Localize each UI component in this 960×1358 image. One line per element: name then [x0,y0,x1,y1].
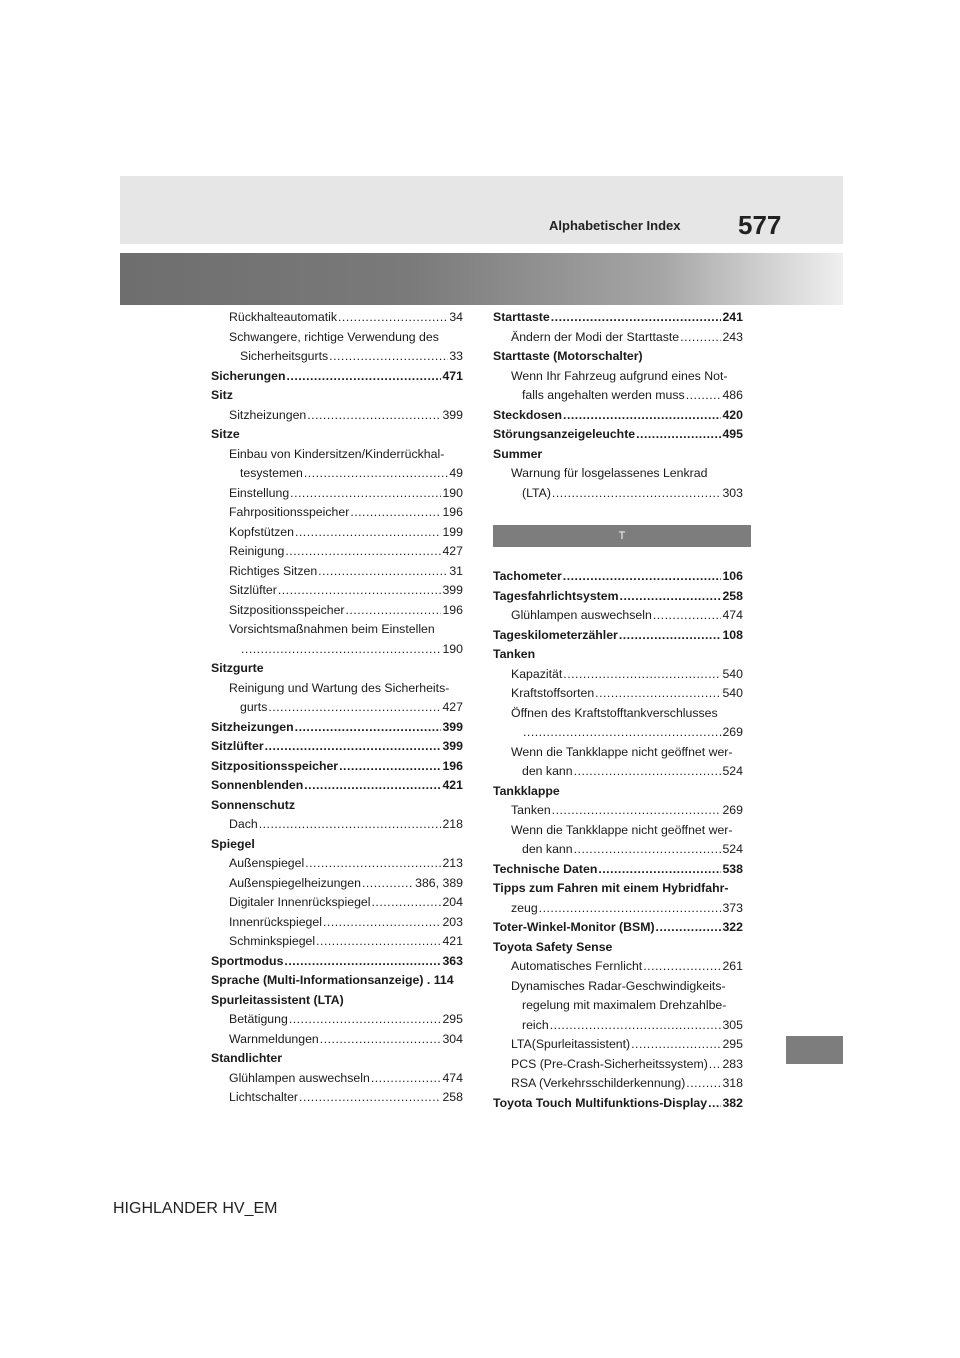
leader-dots [304,464,448,484]
index-term: Schminkspiegel [229,934,316,948]
index-entry [211,854,463,874]
page-reference: 524 [722,842,743,856]
leader-dots [708,1094,721,1114]
leader-dots [307,406,441,426]
leader-dots [318,562,448,582]
index-term: Sitzpositionsspeicher [229,602,345,617]
page-reference: 420 [722,407,743,422]
index-term: Summer [493,446,543,461]
index-term: Spurleitassistent (LTA) [211,992,344,1007]
index-entry [211,484,463,504]
index-term: Rückhalteautomatik [229,310,337,324]
index-entry [493,801,743,821]
index-term: Lichtschalter [229,1090,299,1104]
index-entry [211,503,463,523]
index-term: Reinigung [229,544,285,558]
index-term: Sitzlüfter [211,739,264,753]
index-entry [493,626,743,646]
index-term: Öffnen des Kraftstofftankverschlusses [511,705,718,720]
index-entry [493,743,743,763]
index-term: den kann [522,842,573,856]
page-reference: 106 [722,569,743,583]
index-entry [211,523,463,543]
leader-dots [563,567,722,587]
leader-dots [656,918,722,938]
index-term: Glühlampen auswechseln [511,608,652,622]
leader-dots [686,386,722,406]
page-reference: 218 [442,817,463,831]
index-entry [211,367,463,387]
leader-dots [371,1069,442,1089]
leader-dots [323,913,441,933]
index-term: Sitzpositionsspeicher [211,758,339,773]
index-term: Dach [229,817,258,831]
index-entry [211,308,463,328]
leader-dots [241,640,441,660]
page-number: 577 [738,210,782,240]
index-entry [211,952,463,972]
leader-dots [299,1088,441,1108]
index-entry [211,796,463,816]
section-title: Alphabetischer Index [549,218,681,233]
leader-dots [643,957,721,977]
index-term: Tipps zum Fahren mit einem Hybridfahr- [493,881,729,895]
index-term: Kraftstoffsorten [511,686,595,700]
page-reference: 486 [722,388,743,402]
page-reference: 474 [442,1070,463,1085]
index-entry [493,723,743,743]
page-reference: 204 [442,895,463,909]
leader-dots [290,484,441,504]
index-entry [493,328,743,348]
index-term: Sicherungen [211,368,286,383]
index-term: Einstellung [229,485,290,500]
leader-dots [350,503,441,523]
leader-dots [316,932,441,952]
page-reference: 190 [442,485,463,500]
page-reference: 427 [442,544,463,558]
index-entry [211,893,463,913]
index-entry [211,601,463,621]
index-entry [493,899,743,919]
index-term: Vorsichtsmaßnahmen beim Einstellen [229,622,435,636]
page-reference: 399 [442,719,463,734]
index-term: Kopfstützen [229,524,294,539]
index-term: Sitz [211,388,233,402]
index-term: Warnmeldungen [229,1031,319,1046]
index-term: Toyota Touch Multifunktions-Display [493,1095,708,1110]
page-reference: 304 [442,1031,463,1046]
page-reference: 421 [442,778,463,792]
index-term: Spiegel [211,836,255,851]
index-term: Kapazität [511,666,563,681]
index-entry [211,1069,463,1089]
index-entry [211,874,463,894]
index-term: Steckdosen [493,407,563,422]
leader-dots [289,1010,442,1030]
leader-dots [563,406,721,426]
index-entry [493,996,743,1016]
page-reference: 258 [442,1090,463,1104]
leader-dots [595,684,721,704]
index-term: Sitze [211,427,240,441]
index-term: Wenn Ihr Fahrzeug aufgrund eines Not- [511,368,728,383]
index-entry [493,704,743,724]
leader-dots [304,776,441,796]
index-entry [211,757,463,777]
leader-dots [362,874,414,894]
leader-dots [551,308,722,328]
leader-dots [574,762,722,782]
leader-dots [680,328,721,348]
page-reference: 295 [442,1012,463,1026]
index-term: zeug [511,900,538,915]
index-term: Innenrückspiegel [229,914,322,929]
index-entry [493,587,743,607]
page-reference: 382 [722,1095,743,1110]
leader-dots [620,587,722,607]
page-reference: 427 [442,700,463,714]
index-term: Sitzheizungen [211,719,294,734]
leader-dots [539,899,722,919]
index-term: Außenspiegel [229,856,305,870]
decorative-gradient-band [120,253,843,305]
footer-model-name: HIGHLANDER HV_EM [113,1200,278,1217]
leader-dots [709,1055,722,1075]
page-reference: 196 [442,758,463,773]
index-entry [493,684,743,704]
leader-dots [523,723,721,743]
leader-dots [265,737,442,757]
index-entry [493,484,743,504]
index-entry [211,835,463,855]
page-reference: 322 [722,920,743,934]
page-reference: 524 [722,764,743,778]
index-entry [211,991,463,1011]
index-entry [211,776,463,796]
leader-dots [278,581,442,601]
index-term: Tanken [493,647,536,661]
page-reference: 421 [442,934,463,948]
leader-dots [552,801,722,821]
index-term: PCS (Pre-Crash-Sicherheitssystem) [511,1056,708,1071]
page-reference: 213 [442,856,463,870]
index-term: Richtiges Sitzen [229,563,318,578]
index-term: gurts [240,700,268,714]
page-reference: 190 [442,641,463,656]
page-reference: 386, 389 [415,875,463,890]
leader-dots [686,1074,721,1094]
index-term: Warnung für losgelassenes Lenkrad [511,466,708,480]
leader-dots [619,626,722,646]
index-term: Störungsanzeigeleuchte [493,427,636,441]
leader-dots [295,718,442,738]
index-entry [493,425,743,445]
page-reference: 471 [442,368,463,383]
index-term: Außenspiegelheizungen [229,875,361,890]
index-entry [211,347,463,367]
page-reference: 258 [722,588,743,603]
index-term: Tageskilometerzähler [493,627,618,642]
index-term: Tanken [511,803,551,817]
leader-dots [372,893,442,913]
index-term: Betätigung [229,1012,288,1026]
index-entry [493,445,743,465]
leader-dots [305,854,441,874]
index-entry [211,932,463,952]
index-term: Einbau von Kindersitzen/Kinderrückhal- [229,446,445,461]
page-reference: 49 [449,466,463,480]
leader-dots [259,815,442,835]
index-term: RSA (Verkehrsschilderkennung) [511,1076,686,1090]
index-entry [493,464,743,484]
leader-dots [339,757,441,777]
page-reference: 261 [722,959,743,973]
page-reference: 269 [722,725,743,739]
index-entry [493,879,743,899]
page-reference: 474 [722,608,743,622]
page-reference: 303 [722,485,743,500]
page-reference: 34 [449,310,463,324]
leader-dots [338,308,448,328]
page-reference: 399 [442,583,463,597]
index-term: Reinigung und Wartung des Sicherheits- [229,680,450,695]
index-term: Sonnenschutz [211,797,296,812]
index-term: Sportmodus [211,953,284,968]
index-entry [211,581,463,601]
index-entry [211,620,463,640]
index-entry [211,659,463,679]
leader-dots [320,1030,442,1050]
index-term: Sitzgurte [211,661,264,675]
index-entry [211,698,463,718]
index-term: Toter-Winkel-Monitor (BSM) [493,920,655,934]
index-term: Wenn die Tankklappe nicht geöffnet wer- [511,744,733,759]
leader-dots [329,347,448,367]
index-entry [493,840,743,860]
page-reference: 540 [722,686,743,700]
index-term: falls angehalten werden muss [522,388,685,402]
leader-dots [268,698,441,718]
chapter-tab-marker [786,1036,843,1064]
leader-dots [285,542,441,562]
page-reference: 363 [442,953,463,968]
page-reference: 399 [442,407,463,422]
index-entry [211,425,463,445]
index-term: Tachometer [493,569,562,583]
section-letter-bar: T [493,525,751,547]
index-entry [493,918,743,938]
index-term: Schwangere, richtige Verwendung des [229,329,439,344]
page-reference: 305 [722,1017,743,1032]
index-entry [211,640,463,660]
index-term: LTA(Spurleitassistent) [511,1037,631,1051]
page-reference: 538 [722,861,743,876]
index-entry [493,347,743,367]
index-entry [211,464,463,484]
page-reference: 108 [722,627,743,642]
index-entry [493,762,743,782]
index-entry [211,1010,463,1030]
index-entry [493,1016,743,1036]
page-reference: 31 [449,563,463,578]
leader-dots [552,484,722,504]
index-term: (LTA) [522,485,551,500]
index-entry [211,328,463,348]
index-entry [211,542,463,562]
index-entry [211,445,463,465]
page-reference: 196 [442,602,463,617]
page-reference: 203 [442,914,463,929]
page-reference: 269 [722,803,743,817]
index-term: Toyota Safety Sense [493,939,613,954]
index-entry [493,1035,743,1055]
index-entry [493,386,743,406]
index-term: Wenn die Tankklappe nicht geöffnet wer- [511,822,733,837]
page-reference: 243 [722,329,743,344]
index-entry [493,367,743,387]
leader-dots [653,606,722,626]
page-reference: 196 [442,505,463,519]
index-entry [493,1094,743,1114]
index-entry [211,406,463,426]
index-list-t [493,567,743,1113]
leader-dots [284,952,441,972]
leader-dots [563,665,721,685]
index-term: Sitzlüfter [229,583,277,597]
leader-dots [295,523,442,543]
index-term: Sitzheizungen [229,407,307,422]
index-term: Dynamisches Radar-Geschwindigkeits- [511,978,726,993]
index-entry [493,860,743,880]
index-entry [211,718,463,738]
index-term: Sonnenblenden [211,778,304,792]
index-entry [211,1030,463,1050]
leader-dots [574,840,722,860]
index-entry [493,308,743,328]
index-term: Digitaler Innenrückspiegel [229,895,371,909]
index-entry [493,957,743,977]
index-term: Fahrpositionsspeicher [229,505,350,519]
index-term: Starttaste [493,310,550,324]
leader-dots [286,367,441,387]
leader-dots [550,1016,722,1036]
index-term: Sicherheitsgurts [240,349,329,363]
leader-dots [346,601,442,621]
leader-dots [631,1035,721,1055]
index-entry [211,815,463,835]
index-entry [493,821,743,841]
page-reference: 399 [442,739,463,753]
index-term: den kann [522,764,573,778]
page-reference: 241 [722,310,743,324]
index-term: Tagesfahrlichtsystem [493,588,619,603]
page-reference: 199 [442,524,463,539]
index-term: Technische Daten [493,861,598,876]
index-term: Ändern der Modi der Starttaste [511,329,680,344]
leader-dots [636,425,721,445]
index-term: Sprache (Multi-Informationsanzeige) . 114 [211,973,454,987]
index-entry [493,1055,743,1075]
index-entry [211,1049,463,1069]
page-reference: 318 [722,1076,743,1090]
page-reference: 295 [722,1037,743,1051]
page-reference: 540 [722,666,743,681]
index-term: Tankklappe [493,783,560,798]
index-entry [493,1074,743,1094]
index-list-s [493,308,743,503]
index-entry [493,606,743,626]
header-band [120,176,843,244]
leader-dots [598,860,721,880]
index-entry [493,782,743,802]
index-entry [493,645,743,665]
page-reference: 283 [722,1056,743,1071]
index-entry [493,977,743,997]
index-term: regelung mit maximalem Drehzahlbe- [522,998,727,1012]
index-entry [211,913,463,933]
index-term: Glühlampen auswechseln [229,1070,370,1085]
index-entry [211,971,463,991]
index-term: tesystemen [240,466,303,480]
index-entry [493,406,743,426]
index-term: Automatisches Fernlicht [511,959,643,973]
page-reference: 495 [722,427,743,441]
index-entry [493,567,743,587]
index-column-left [211,308,463,1108]
index-entry [211,562,463,582]
index-term: reich [522,1017,549,1032]
index-entry [211,737,463,757]
index-entry [211,679,463,699]
page-reference: 33 [449,349,463,363]
index-entry [211,1088,463,1108]
index-entry [493,665,743,685]
page-reference: 373 [722,900,743,915]
index-entry [211,386,463,406]
index-term: Standlichter [211,1051,283,1065]
index-column-right [493,308,743,1113]
index-term: Starttaste (Motorschalter) [493,349,643,363]
index-entry [493,938,743,958]
